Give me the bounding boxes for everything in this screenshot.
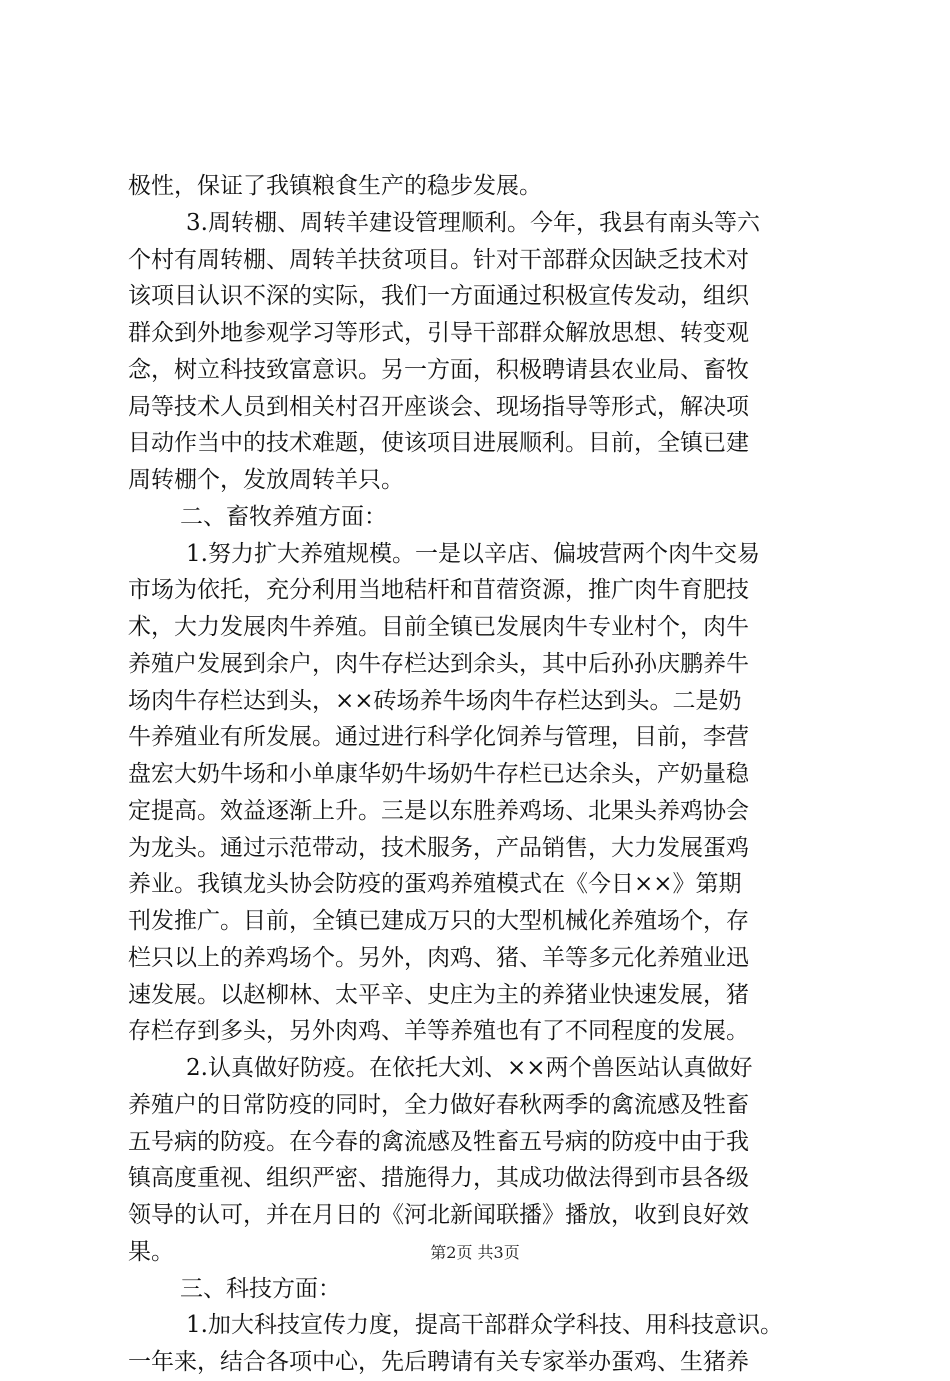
- text-line: 盘宏大奶牛场和小单康华奶牛场奶牛存栏已达余头，产奶量稳: [128, 761, 749, 787]
- text-line: 栏只以上的养鸡场个。另外，肉鸡、猪、羊等多元化养殖业迅: [128, 944, 749, 971]
- text-line: 极性，保证了我镇粮食生产的稳步发展。: [128, 173, 542, 199]
- text-line: 养业。我镇龙头协会防疫的蛋鸡养殖模式在《今日××》第期: [128, 871, 742, 898]
- text-line: 为龙头。通过示范带动，技术服务，产品销售，大力发展蛋鸡: [128, 834, 749, 861]
- text-line: 念，树立科技致富意识。另一方面，积极聘请县农业局、畜牧: [128, 356, 749, 383]
- text-line: 目动作当中的技术难题，使该项目进展顺利。目前，全镇已建: [128, 430, 749, 457]
- text-line: 周转棚个，发放周转羊只。: [128, 467, 404, 493]
- section-heading: 三、科技方面：: [180, 1275, 341, 1302]
- text-line: 领导的认可，并在月日的《河北新闻联播》播放，收到良好效: [128, 1202, 749, 1228]
- text-line: 1.加大科技宣传力度，提高干部群众学科技、用科技意识。: [186, 1312, 783, 1339]
- text-line: 养殖户的日常防疫的同时，全力做好春秋两季的禽流感及牲畜: [128, 1091, 749, 1118]
- text-line: 定提高。效益逐渐上升。三是以东胜养鸡场、北果头养鸡协会: [128, 797, 749, 824]
- text-line: 果。: [128, 1238, 174, 1265]
- text-line: 市场为依托，充分利用当地秸杆和苜蓿资源，推广肉牛育肥技: [128, 577, 749, 604]
- text-line: 刊发推广。目前，全镇已建成万只的大型机械化养殖场个，存: [128, 908, 749, 934]
- text-line: 群众到外地参观学习等形式，引导干部群众解放思想、转变观: [128, 320, 749, 346]
- text-line: 3.周转棚、周转羊建设管理顺利。今年，我县有南头等六: [186, 209, 760, 236]
- text-line: 一年来，结合各项中心，先后聘请有关专家举办蛋鸡、生猪养: [128, 1349, 749, 1375]
- text-line: 术，大力发展肉牛养殖。目前全镇已发展肉牛专业村个，肉牛: [128, 614, 749, 640]
- text-line: 五号病的防疫。在今春的禽流感及牲畜五号病的防疫中由于我: [128, 1128, 749, 1155]
- text-line: 2.认真做好防疫。在依托大刘、××两个兽医站认真做好: [186, 1055, 753, 1081]
- text-line: 养殖户发展到余户，肉牛存栏达到余头，其中后孙孙庆鹏养牛: [128, 650, 749, 677]
- text-line: 场肉牛存栏达到头，××砖场养牛场肉牛存栏达到头。二是奶: [128, 687, 742, 714]
- text-line: 牛养殖业有所发展。通过进行科学化饲养与管理，目前，李营: [128, 724, 749, 751]
- body-text: [128, 168, 832, 1381]
- page-footer: 第2页 共3页: [430, 1243, 520, 1262]
- text-line: 1.努力扩大养殖规模。一是以辛店、偏坡营两个肉牛交易: [186, 540, 760, 567]
- text-line: 该项目认识不深的实际，我们一方面通过积极宣传发动，组织: [128, 283, 749, 310]
- text-line: 个村有周转棚、周转羊扶贫项目。针对干部群众因缺乏技术对: [128, 246, 749, 273]
- text-line: 局等技术人员到相关村召开座谈会、现场指导等形式，解决项: [128, 393, 749, 420]
- text-line: 存栏存到多头，另外肉鸡、羊等养殖也有了不同程度的发展。: [128, 1018, 749, 1045]
- section-heading: 二、畜牧养殖方面：: [180, 503, 387, 530]
- text-line: 镇高度重视、组织严密、措施得力，其成功做法得到市县各级: [128, 1165, 749, 1192]
- text-line: 速发展。以赵柳林、太平辛、史庄为主的养猪业快速发展，猪: [128, 981, 749, 1008]
